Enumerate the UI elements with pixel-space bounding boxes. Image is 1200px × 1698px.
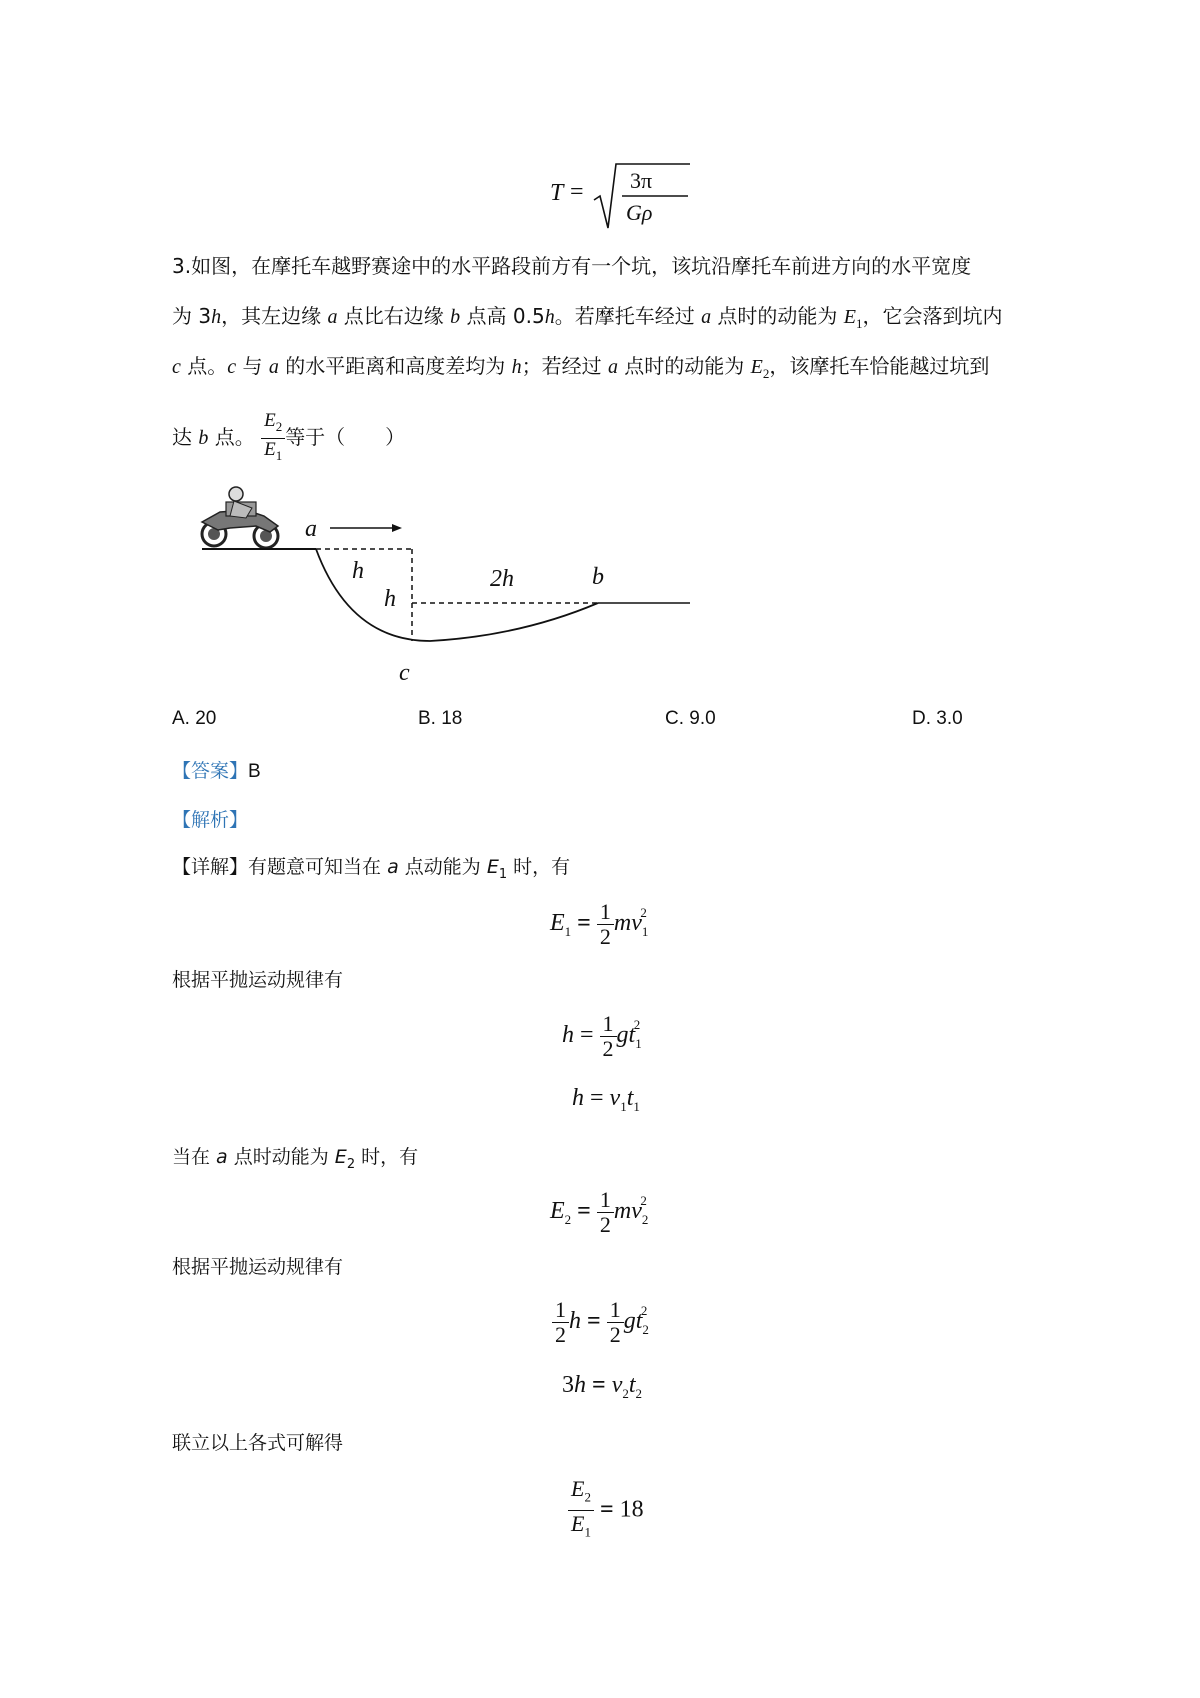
var-b: b — [198, 426, 209, 449]
var-E: E — [264, 438, 276, 460]
text: 点时的动能为 — [711, 304, 844, 328]
text: 点时动能为 — [227, 1146, 335, 1168]
figure-label-2h: 2h — [490, 566, 514, 592]
equation-h-2: $h = v_1t_1$ — [572, 1085, 640, 1114]
text: 点动能为 — [398, 856, 487, 878]
subscript: 1 — [856, 316, 863, 331]
text: 点比右边缘 — [337, 304, 451, 328]
subscript: 1 — [275, 447, 283, 463]
var-E: E — [843, 306, 856, 328]
result-value: 18 — [619, 1496, 644, 1523]
var-E: E — [486, 856, 499, 878]
question-line-1 — [172, 247, 1042, 285]
figure-label-a: a — [305, 516, 317, 542]
var-c: c — [227, 356, 237, 378]
answer-line — [172, 756, 261, 783]
motorcycle-icon — [202, 487, 278, 548]
var-a: a — [216, 1146, 228, 1168]
text: 时，有 — [355, 1146, 419, 1168]
text: ，该摩托车恰能越过坑到 — [769, 354, 990, 378]
text: 点。 — [208, 424, 255, 449]
var-E: E — [264, 410, 276, 431]
option-a[interactable]: A. 20 — [172, 708, 217, 729]
subscript: 2 — [346, 1156, 356, 1172]
text: 。若摩托车经过 — [554, 304, 702, 328]
option-b[interactable]: B. 18 — [418, 708, 463, 729]
text: 等于（ ） — [285, 424, 406, 449]
equation-h-1: h = $\frac{1}{2}$ $gt_1^2$ — [562, 1011, 642, 1061]
var-b: b — [450, 306, 461, 328]
when-e2-text — [172, 1142, 418, 1172]
question-number: 3. — [172, 254, 192, 278]
text: 当在 — [172, 1146, 217, 1168]
analysis-tag: 【解析】 — [172, 809, 249, 831]
equation-e2: $E_2$ = $\frac{1}{2}$ $mv_2^2$ — [550, 1187, 649, 1237]
var-h: h — [511, 356, 522, 378]
ratio-fraction — [261, 410, 285, 467]
text: 的水平距离和高度差均为 — [278, 354, 512, 378]
var-c: c — [172, 356, 181, 378]
text: 有题意可知当在 — [248, 856, 388, 878]
var-a: a — [327, 306, 338, 328]
text: ，其左边缘 — [221, 304, 328, 328]
question-line-3 — [172, 347, 1042, 393]
answer-tag: 【答案】 — [172, 760, 249, 782]
var-a: a — [387, 856, 399, 878]
question-line-2 — [172, 297, 1042, 343]
text: 点高 0.5 — [460, 304, 545, 328]
equation-3h: $3h = v_2t_2$ — [562, 1372, 643, 1401]
equation-result: $\frac{E_2}{E_1}$ = 18 — [568, 1476, 644, 1546]
subscript: 1 — [498, 866, 508, 882]
var-E: E — [334, 1146, 347, 1168]
equation-e1: $E_1$ = $\frac{1}{2}$ $mv_1^2$ — [550, 899, 649, 949]
detail-tag: 【详解】 — [172, 856, 249, 878]
equation-half-h: $\frac{1}{2}$ h = $\frac{1}{2}$ $gt_2^2$ — [552, 1298, 655, 1347]
text: ；若经过 — [521, 354, 608, 378]
subscript: 2 — [275, 418, 283, 434]
option-c[interactable]: C. 9.0 — [665, 708, 716, 729]
top-formula — [550, 160, 690, 232]
var-a: a — [268, 356, 279, 378]
equals-sign: = — [570, 179, 584, 205]
var-E: E — [750, 356, 763, 378]
formula-den: Gρ — [626, 200, 653, 225]
figure-label-h-vertical: h — [384, 586, 396, 612]
figure-label-c: c — [399, 660, 410, 686]
text: 与 — [236, 354, 269, 378]
text: ，它会落到坑内 — [862, 304, 1003, 328]
text: 达 — [172, 424, 199, 449]
figure-label-b: b — [592, 564, 604, 590]
text: 点。 — [180, 354, 228, 378]
question-text: 如图，在摩托车越野赛途中的水平路段前方有一个坑，该坑沿摩托车前进方向的水平宽度 — [191, 254, 972, 278]
figure-label-h-horizontal: h — [352, 558, 364, 584]
rule-text-1: 根据平抛运动规律有 — [172, 969, 344, 991]
formula-num: 3π — [630, 168, 653, 193]
var-h: h — [544, 306, 555, 328]
var-h: h — [211, 306, 222, 328]
var-a: a — [701, 306, 712, 328]
detail-intro — [172, 852, 570, 882]
rule-text-2: 根据平抛运动规律有 — [172, 1256, 344, 1278]
text: 为 3 — [172, 304, 212, 328]
answer-value: B — [248, 761, 261, 782]
var-a: a — [607, 356, 618, 378]
subscript: 2 — [762, 366, 770, 381]
text: 时，有 — [507, 856, 571, 878]
text: 点时的动能为 — [617, 354, 751, 378]
pit-diagram — [190, 486, 710, 686]
formula-lhs: T — [550, 180, 564, 206]
option-d[interactable]: D. 3.0 — [912, 708, 963, 729]
combine-text: 联立以上各式可解得 — [172, 1432, 344, 1454]
question-line-4 — [172, 410, 1042, 467]
